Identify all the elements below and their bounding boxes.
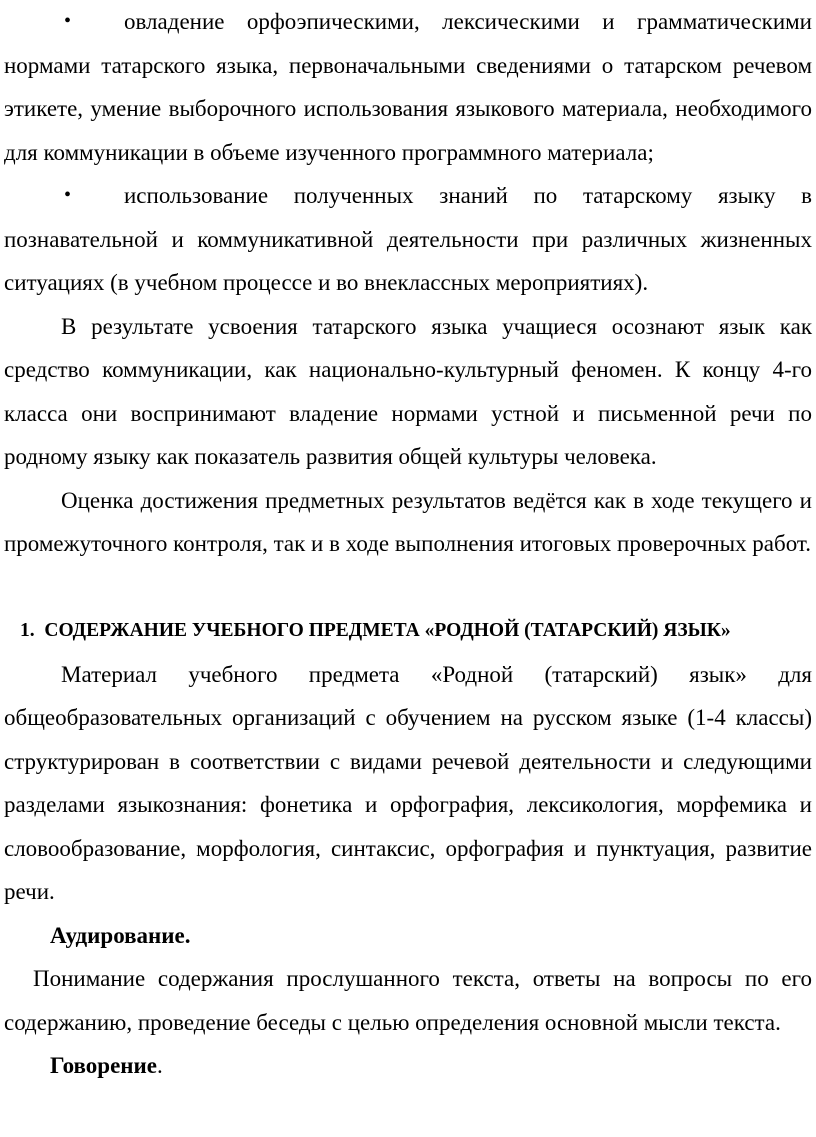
blank-line [4,566,812,610]
bullet-marker: • [64,184,72,206]
subsection-title: Говорение [50,1053,158,1078]
section-title: СОДЕРЖАНИЕ УЧЕБНОГО ПРЕДМЕТА «РОДНОЙ (ТАТАРСКИЙ) ЯЗЫК» [44,620,731,641]
bullet-text: овладение орфоэпическими, лексическими и грамматическими нормами татарского языка, первоначальными сведениями о татарском речевом этикете, умение выборочного использования языкового материала, необходимого для коммуникации в объеме изученного программного материала; [4,9,812,165]
subsection-heading [4,914,812,958]
section-intro-paragraph: Материал учебного предмета «Родной (татарский) язык» для общеобразовательных организаций с обучением на русском языке (1-4 классы) структурирован в соответствии с видами речевой деятельности и следующими разделами языкознания: фонетика и орфография, лексикология, морфемика и словообразование, морфология, синтаксис, орфография и пунктуация, развитие речи. [4,661,812,904]
subsection-title-suffix: . [184,922,191,948]
section-number: 1. [20,620,35,641]
document-page [4,0,812,1088]
section-heading [4,609,812,653]
subsection-heading [4,1044,812,1088]
body-paragraph: Оценка достижения предметных результатов ведётся как в ходе текущего и промежуточного контроля, так и в ходе выполнения итоговых проверочных работ. [4,487,812,556]
bullet-text: использование полученных знаний по татарскому языку в познавательной и коммуникативной деятельности при различных жизненных ситуациях (в учебном процессе и во внеклассных мероприятиях). [4,183,812,295]
subsection-title: Аудирование [50,922,185,948]
bullet-item [4,0,812,174]
subsection-title-suffix: . [157,1053,163,1078]
bullet-marker: • [64,10,72,32]
bullet-item [4,174,812,305]
body-paragraph: В результате усвоения татарского языка учащиеся осознают язык как средство коммуникации, как национально-культурный феномен. К концу 4-го класса они воспринимают владение нормами устной и письменной речи по родному языку как показатель развития общей культуры человека. [4,313,812,469]
body-paragraph: Понимание содержания прослушанного текста, ответы на вопросы по его содержанию, проведение беседы с целью определения основной мысли текста. [4,966,812,1035]
